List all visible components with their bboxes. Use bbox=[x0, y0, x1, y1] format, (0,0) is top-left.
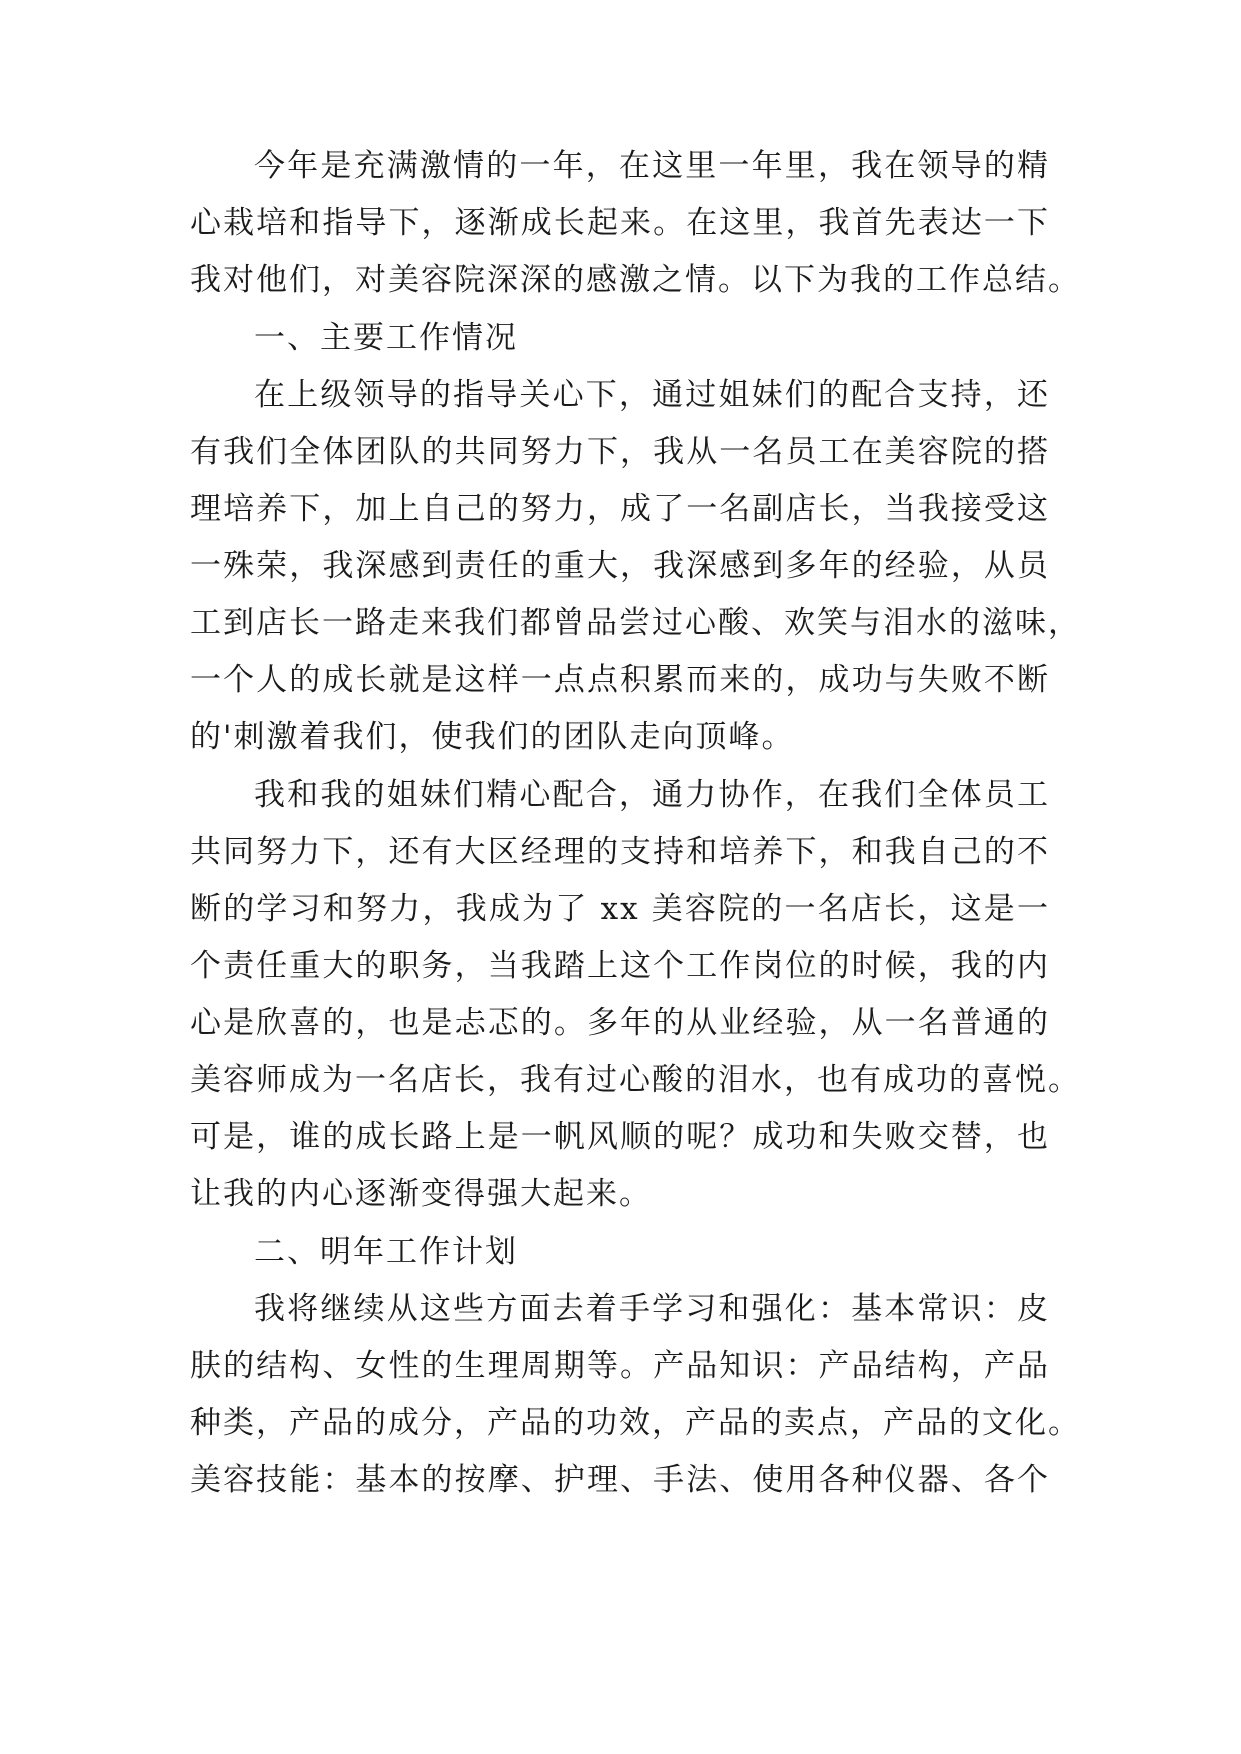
paragraph-work-line-1: 在上级领导的指导关心下，通过姐妹们的配合支持，还 bbox=[254, 377, 1050, 413]
paragraph-manager-line-4: 个责任重大的职务，当我踏上这个工作岗位的时候，我的内 bbox=[190, 948, 1050, 984]
paragraph-intro-line-2: 心栽培和指导下，逐渐成长起来。在这里，我首先表达一下 bbox=[190, 205, 1050, 241]
paragraph-manager-line-3: 断的学习和努力，我成为了 xx 美容院的一名店长，这是一 bbox=[190, 891, 1050, 927]
paragraph-work-line-3: 理培养下，加上自己的努力，成了一名副店长，当我接受这 bbox=[190, 491, 1050, 527]
section-heading-next-year-plan: 二、明年工作计划 bbox=[254, 1234, 518, 1270]
paragraph-plan-line-4: 美容技能：基本的按摩、护理、手法、使用各种仪器、各个 bbox=[190, 1462, 1050, 1498]
paragraph-manager-line-6: 美容师成为一名店长，我有过心酸的泪水，也有成功的喜悦。 bbox=[190, 1062, 1081, 1098]
paragraph-intro-line-3: 我对他们，对美容院深深的感激之情。以下为我的工作总结。 bbox=[190, 262, 1081, 298]
paragraph-manager-line-8: 让我的内心逐渐变得强大起来。 bbox=[190, 1176, 652, 1212]
paragraph-manager-line-7: 可是，谁的成长路上是一帆风顺的呢？成功和失败交替，也 bbox=[190, 1119, 1050, 1155]
paragraph-work-line-5: 工到店长一路走来我们都曾品尝过心酸、欢笑与泪水的滋味， bbox=[190, 605, 1081, 641]
paragraph-plan-line-3: 种类，产品的成分，产品的功效，产品的卖点，产品的文化。 bbox=[190, 1405, 1081, 1441]
paragraph-manager-line-1: 我和我的姐妹们精心配合，通力协作，在我们全体员工 bbox=[254, 777, 1050, 813]
paragraph-work-line-7: 的'刺激着我们，使我们的团队走向顶峰。 bbox=[190, 719, 795, 755]
section-heading-main-work: 一、主要工作情况 bbox=[254, 320, 518, 356]
paragraph-plan-line-2: 肤的结构、女性的生理周期等。产品知识：产品结构，产品 bbox=[190, 1348, 1050, 1384]
paragraph-intro-line-1: 今年是充满激情的一年，在这里一年里，我在领导的精 bbox=[254, 148, 1050, 184]
paragraph-work-line-6: 一个人的成长就是这样一点点积累而来的，成功与失败不断 bbox=[190, 662, 1050, 698]
paragraph-manager-line-2: 共同努力下，还有大区经理的支持和培养下，和我自己的不 bbox=[190, 834, 1050, 870]
paragraph-work-line-2: 有我们全体团队的共同努力下，我从一名员工在美容院的搭 bbox=[190, 434, 1050, 470]
paragraph-manager-line-5: 心是欣喜的，也是忐忑的。多年的从业经验，从一名普通的 bbox=[190, 1005, 1050, 1041]
paragraph-work-line-4: 一殊荣，我深感到责任的重大，我深感到多年的经验，从员 bbox=[190, 548, 1050, 584]
paragraph-plan-line-1: 我将继续从这些方面去着手学习和强化：基本常识：皮 bbox=[254, 1291, 1050, 1327]
